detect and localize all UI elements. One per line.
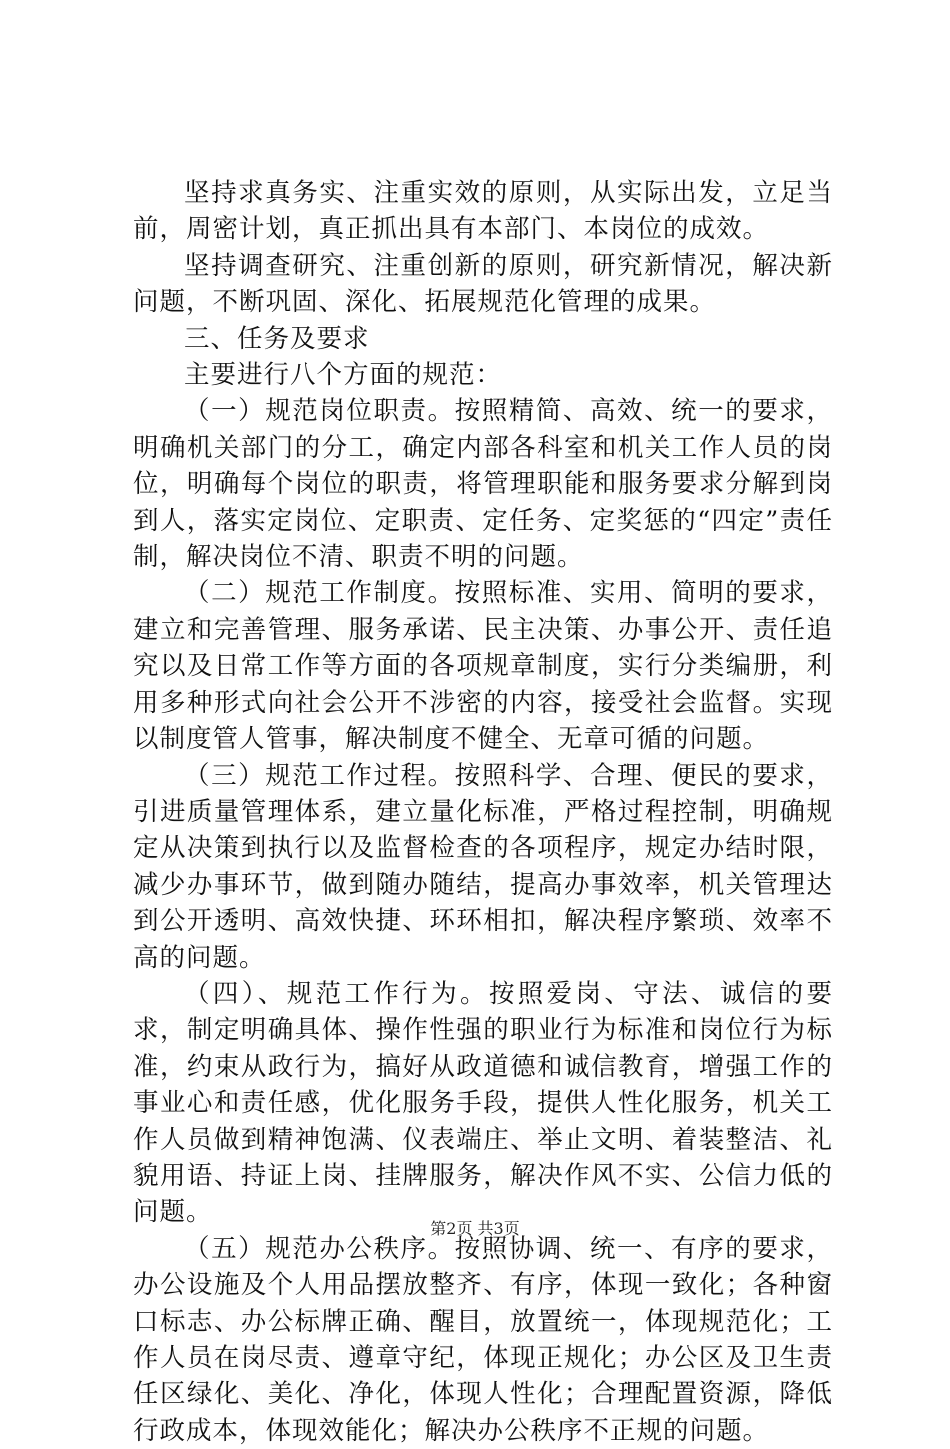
document-body [133, 175, 833, 1449]
paragraph-intro-eight-aspects: 主要进行八个方面的规范： [184, 360, 503, 391]
page-number-footer: 第2页 共3页 [430, 1219, 520, 1238]
paragraph-item-4-work-conduct: （四）、规范工作行为。按照爱岗、守法、诚信的要求，制定明确具体、操作性强的职业行为标准和岗位行为标准，约束从政行为，搞好从政道德和诚信教育，增强工作的事业心和责任感，优化服务手段，提供人性化服务，机关工作人员做到精神饱满、仪表端庄、举止文明、着装整洁、礼貌用语、持证上岗、挂牌服务，解决作风不实、公信力低的问题。 [133, 978, 833, 1228]
paragraph-item-5-office-order: （五）规范办公秩序。按照协调、统一、有序的要求，办公设施及个人用品摆放整齐、有序，体现一致化；各种窗口标志、办公标牌正确、醒目，放置统一，体现规范化；工作人员在岗尽责、遵章守纪，体现正规化；办公区及卫生责任区绿化、美化、净化，体现人性化；合理配置资源，降低行政成本，体现效能化；解决办公秩序不正规的问题。 [133, 1233, 833, 1446]
paragraph-item-3-work-process: （三）规范工作过程。按照科学、合理、便民的要求，引进质量管理体系，建立量化标准，严格过程控制，明确规定从决策到执行以及监督检查的各项程序，规定办结时限，减少办事环节，做到随办随结，提高办事效率，机关管理达到公开透明、高效快捷、环环相扣，解决程序繁琐、效率不高的问题。 [133, 760, 833, 973]
paragraph-item-2-work-system: （二）规范工作制度。按照标准、实用、简明的要求，建立和完善管理、服务承诺、民主决策、办事公开、责任追究以及日常工作等方面的各项规章制度，实行分类编册，利用多种形式向社会公开不涉密的内容，接受社会监督。实现以制度管人管事，解决制度不健全、无章可循的问题。 [133, 578, 833, 755]
section-heading-tasks: 三、任务及要求 [184, 323, 370, 354]
paragraph-item-1-job-duties: （一）规范岗位职责。按照精简、高效、统一的要求，明确机关部门的分工，确定内部各科室和机关工作人员的岗位，明确每个岗位的职责，将管理职能和服务要求分解到岗到人，落实定岗位、定职责、定任务、定奖惩的“四定”责任制，解决岗位不清、职责不明的问题。 [133, 396, 833, 573]
paragraph-principle-practical: 坚持求真务实、注重实效的原则，从实际出发，立足当前，周密计划，真正抓出具有本部门、本岗位的成效。 [133, 178, 833, 245]
paragraph-principle-innovation: 坚持调查研究、注重创新的原则，研究新情况，解决新问题，不断巩固、深化、拓展规范化管理的成果。 [133, 250, 833, 318]
